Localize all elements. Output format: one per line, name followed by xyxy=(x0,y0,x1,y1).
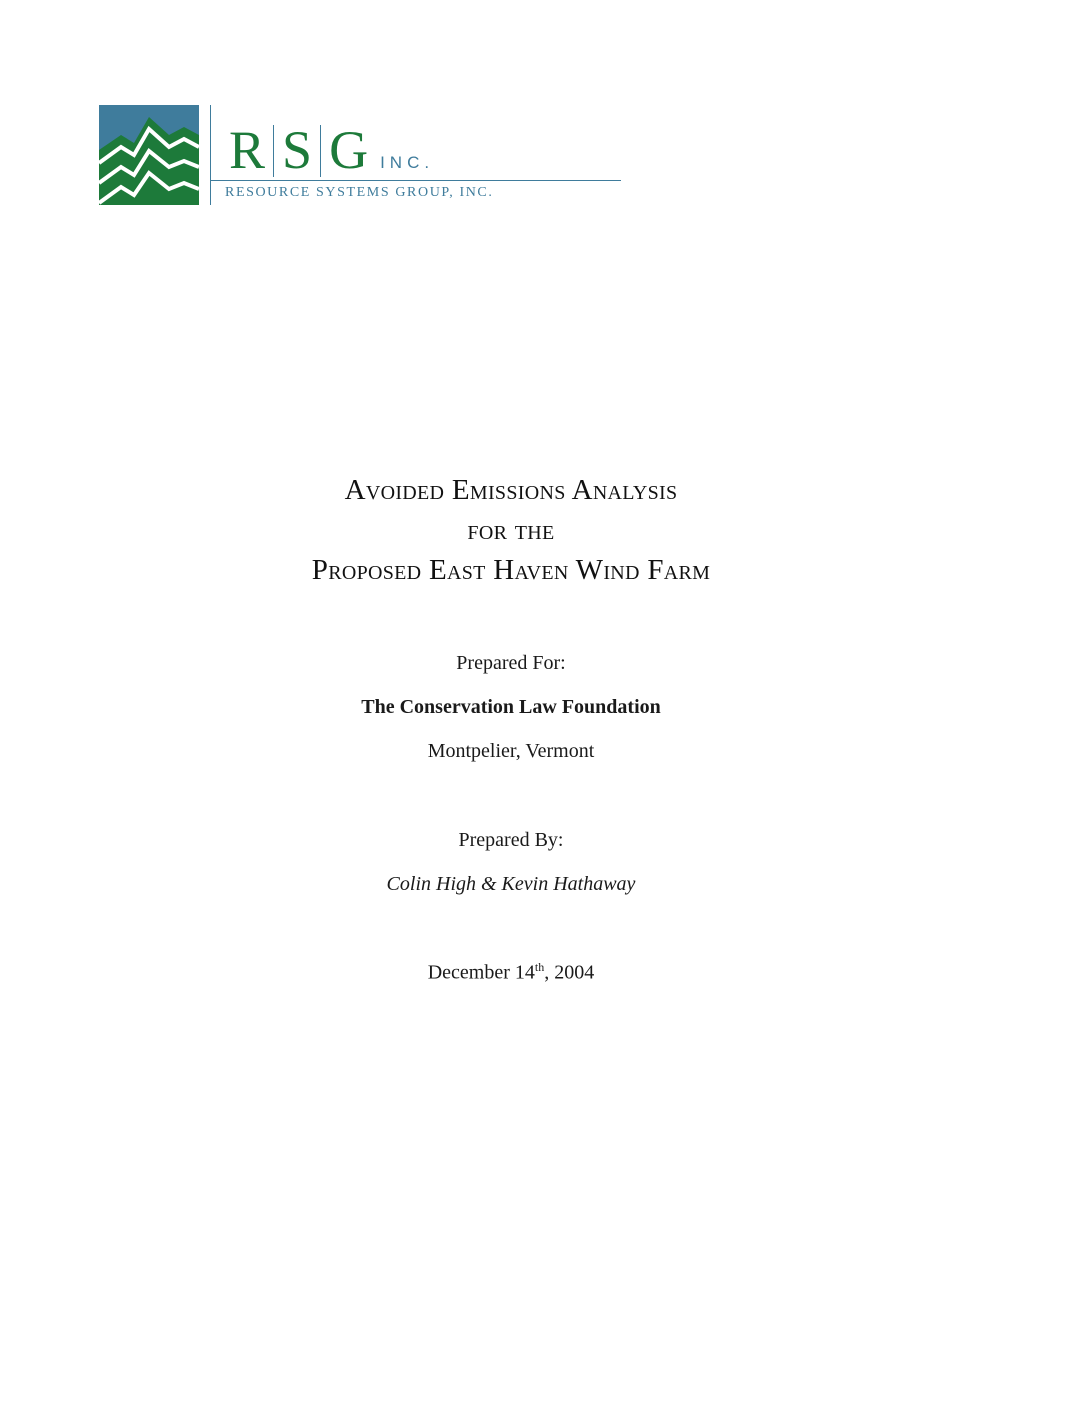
prepared-for-organization: The Conservation Law Foundation xyxy=(361,696,661,718)
title-line-2: for the xyxy=(467,514,555,546)
prepared-for-label: Prepared For: xyxy=(456,652,566,674)
logo-inc: INC. xyxy=(380,153,435,172)
document-date xyxy=(0,960,1022,985)
title-line-3: Proposed East Haven Wind Farm xyxy=(311,554,711,586)
logo-wordmark xyxy=(223,117,435,180)
prepared-by-label: Prepared By: xyxy=(458,829,564,851)
logo-separator xyxy=(273,125,274,177)
company-logo xyxy=(99,105,529,207)
logo-letter-g: G xyxy=(329,120,369,180)
logo-letter-s: S xyxy=(282,120,313,180)
prepared-by-authors: Colin High & Kevin Hathaway xyxy=(386,873,636,895)
logo-company-name: RESOURCE SYSTEMS GROUP, INC. xyxy=(225,185,494,200)
prepared-for-location: Montpelier, Vermont xyxy=(427,740,595,762)
logo-rule xyxy=(211,180,621,181)
logo-divider xyxy=(210,105,211,205)
document-title xyxy=(0,470,1022,590)
date-year: , 2004 xyxy=(544,961,595,984)
logo-letter-r: R xyxy=(229,120,266,180)
date-prefix: December 14 xyxy=(427,961,535,984)
title-line-1: Avoided Emissions Analysis xyxy=(344,474,678,506)
logo-separator xyxy=(320,125,321,177)
mountain-logo-icon xyxy=(99,105,199,205)
date-suffix: th xyxy=(534,960,545,974)
